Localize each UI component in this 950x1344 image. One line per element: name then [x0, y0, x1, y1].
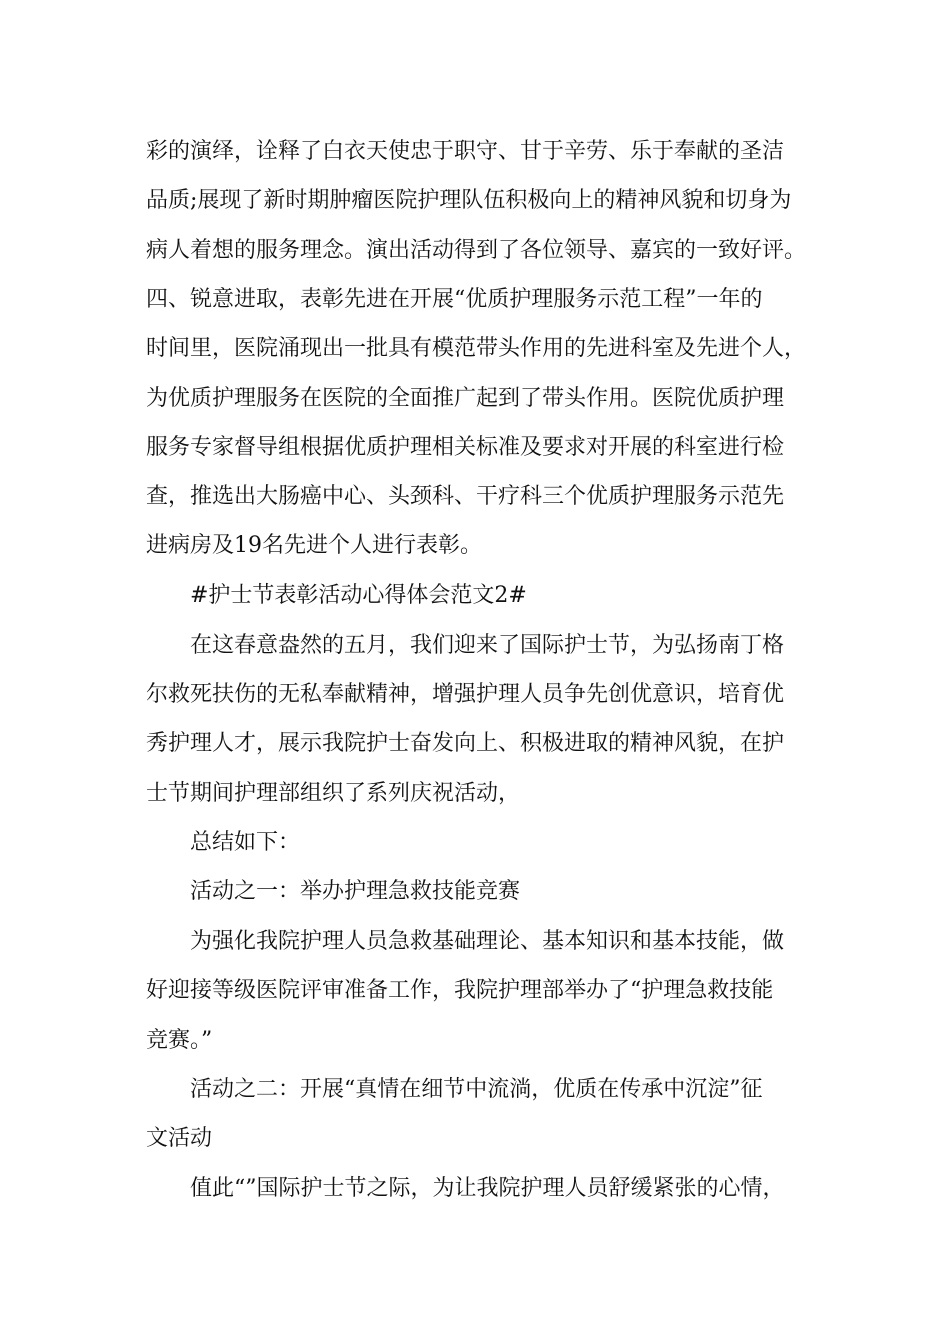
article-title: #护士节表彰活动心得体会范文2# [190, 583, 527, 608]
text-line: 彩的演绎，诠释了白衣天使忠于职守、甘于辛劳、乐于奉献的圣洁 [146, 139, 785, 164]
text-line: 尔救死扶伤的无私奉献精神，增强护理人员争先创优意识，培育优 [146, 682, 785, 707]
text-line: 品质;展现了新时期肿瘤医院护理队伍积极向上的精神风貌和切身为 [146, 188, 792, 213]
activity-heading: 活动之二：开展“真情在细节中流淌，优质在传承中沉淀”征 [190, 1077, 763, 1102]
text-line: 为优质护理服务在医院的全面推广起到了带头作用。医院优质护理 [146, 386, 785, 411]
paragraph-start-line: 在这春意盎然的五月，我们迎来了国际护士节，为弘扬南丁格 [190, 633, 785, 658]
section-heading-line: 四、锐意进取，表彰先进在开展“优质护理服务示范工程”一年的 [146, 287, 763, 312]
text-line: 文活动 [146, 1126, 213, 1151]
text-line: 秀护理人才，展示我院护士奋发向上、积极进取的精神风貌，在护 [146, 731, 785, 756]
text-line: 病人着想的服务理念。演出活动得到了各位领导、嘉宾的一致好评。 [146, 238, 807, 263]
paragraph-start-line: 总结如下： [190, 830, 301, 855]
text-line: 进病房及19名先进个人进行表彰。 [146, 533, 482, 558]
activity-heading: 活动之一：举办护理急救技能竞赛 [190, 879, 521, 904]
text-line: 竞赛。” [146, 1028, 213, 1053]
text-line: 士节期间护理部组织了系列庆祝活动， [146, 781, 521, 806]
paragraph-start-line: 值此“”国际护士节之际，为让我院护理人员舒缓紧张的心情， [190, 1176, 785, 1201]
paragraph-start-line: 为强化我院护理人员急救基础理论、基本知识和基本技能，做 [190, 929, 785, 954]
text-line: 时间里，医院涌现出一批具有模范带头作用的先进科室及先进个人， [146, 336, 807, 361]
text-line: 服务专家督导组根据优质护理相关标准及要求对开展的科室进行检 [146, 435, 785, 460]
text-line: 查，推选出大肠癌中心、头颈科、干疗科三个优质护理服务示范先 [146, 484, 785, 509]
text-line: 好迎接等级医院评审准备工作，我院护理部举办了“护理急救技能 [146, 978, 774, 1003]
